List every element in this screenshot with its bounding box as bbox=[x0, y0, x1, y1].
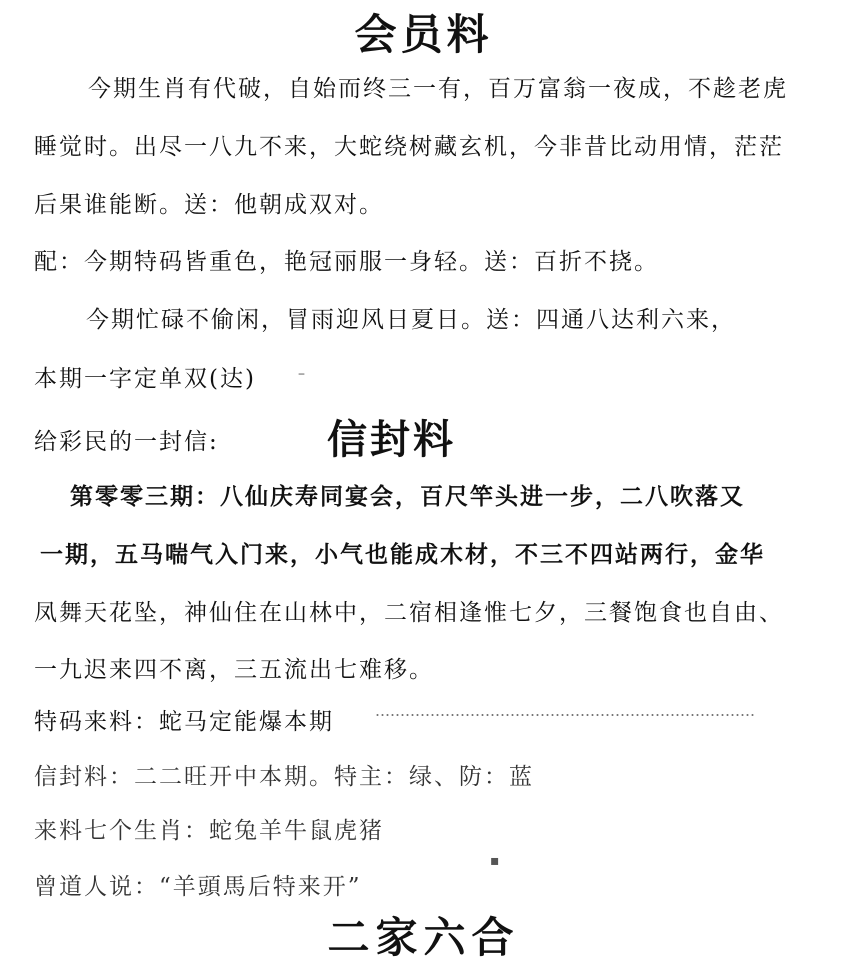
paragraph-line-1a: 今期生肖有代破，自始而终三一有，百万富翁一夜成，不趁老虎 bbox=[88, 76, 788, 102]
stray-mark-2: ▪ bbox=[490, 853, 500, 869]
letter-heading: 给彩民的一封信: bbox=[34, 429, 219, 455]
paragraph-line-4: 本期一字定单双(达) bbox=[34, 366, 256, 392]
title-erjialiuhe: 二家六合 bbox=[327, 913, 520, 962]
paragraph-line-6d: 一九迟来四不离，三五流出七难移。 bbox=[34, 657, 434, 683]
paragraph-line-9: 来料七个生肖：蛇兔羊牛鼠虎猪 bbox=[34, 818, 384, 844]
paragraph-line-3: 今期忙碌不偷闲，冒雨迎风日夏日。送：四通八达利六来， bbox=[86, 307, 736, 333]
paragraph-line-7: 特码来料：蛇马定能爆本期 bbox=[34, 709, 334, 735]
paragraph-line-6c: 凤舞天花坠，神仙住在山林中，二宿相逢惟七夕，三餐饱食也自由、 bbox=[34, 600, 784, 626]
paragraph-line-6b: 一期，五马喘气入门来，小气也能成木材，不三不四站两行，金华 bbox=[40, 541, 765, 568]
paragraph-line-8: 信封料：二二旺开中本期。特主：绿、防：蓝 bbox=[34, 764, 534, 790]
paragraph-line-6a: 第零零三期：八仙庆寿同宴会，百尺竿头进一步，二八吹落又 bbox=[70, 483, 745, 510]
stray-mark: – bbox=[298, 366, 305, 382]
paragraph-line-1b: 睡觉时。出尽一八九不来，大蛇绕树藏玄机，今非昔比动用情，茫茫 bbox=[34, 134, 784, 160]
title-huiyuanliao: 会员料 bbox=[354, 10, 493, 59]
dotted-leader bbox=[375, 712, 755, 718]
title-xinfengliao: 信封料 bbox=[327, 416, 456, 463]
paragraph-line-10: 曾道人说：“羊頭馬后特来开” bbox=[34, 874, 362, 900]
paragraph-line-1c: 后果谁能断。送：他朝成双对。 bbox=[34, 192, 384, 218]
paragraph-line-2: 配：今期特码皆重色，艳冠丽服一身轻。送：百折不挠。 bbox=[34, 249, 659, 275]
